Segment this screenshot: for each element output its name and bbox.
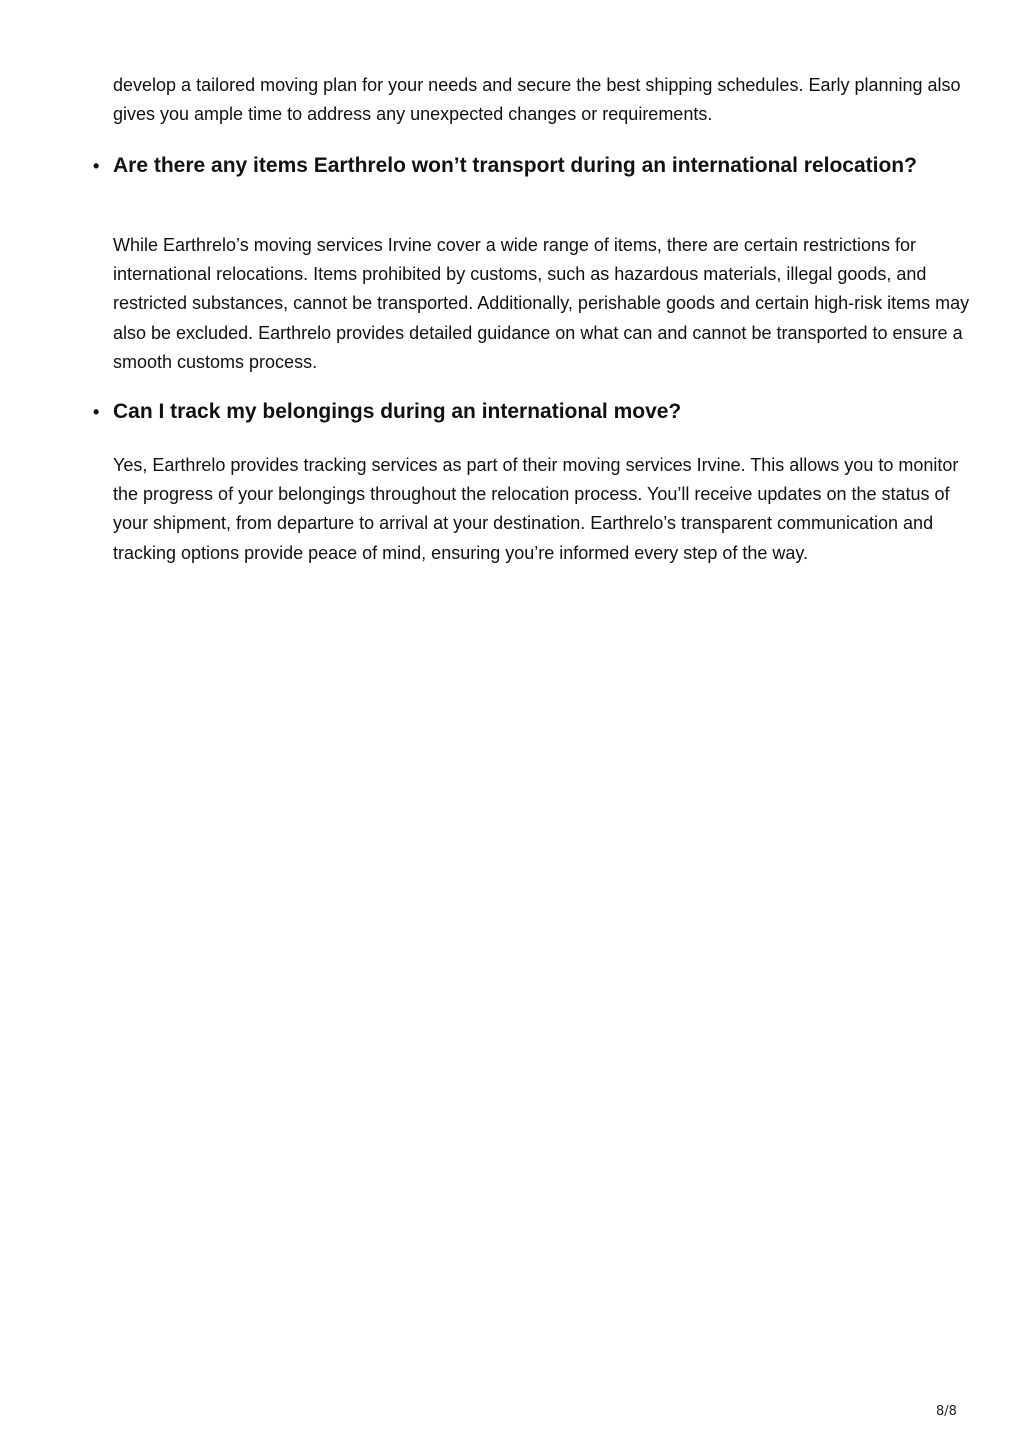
faq-answer: While Earthrelo’s moving services Irvine cover a wide range of items, there are certain restrictions for international relocations. Items prohibited by customs, such as hazardous materials, illegal goods, and restricted substances, cannot be transported. Additionally, perishable goods and certain high-risk items may also be excluded. Earthrelo provides detailed guidance on what can and cannot be transported to ensure a smooth customs process. [113,235,970,372]
faq-question: Are there any items Earthrelo won’t transport during an international relocation? [113,154,917,177]
faq-answer: Yes, Earthrelo provides tracking services as part of their moving services Irvine. This allows you to monitor the progress of your belongings throughout the relocation process. You’ll receive updates on the status of your shipment, from departure to arrival at your destination. Earthrelo’s transparent communication and tracking options provide peace of mind, ensuring you’re informed every step of the way. [113,455,959,563]
faq-question: Can I track my belongings during an international move? [113,400,682,423]
faq-item [93,152,973,180]
intro-paragraph: develop a tailored moving plan for your needs and secure the best shipping schedules. Early planning also gives you ample time to address any unexpected changes or requirements. [113,75,961,125]
page-number: 8/8 [936,1404,957,1419]
bullet-icon: • [93,402,100,422]
faq-item [93,398,973,426]
bullet-icon: • [93,156,100,176]
